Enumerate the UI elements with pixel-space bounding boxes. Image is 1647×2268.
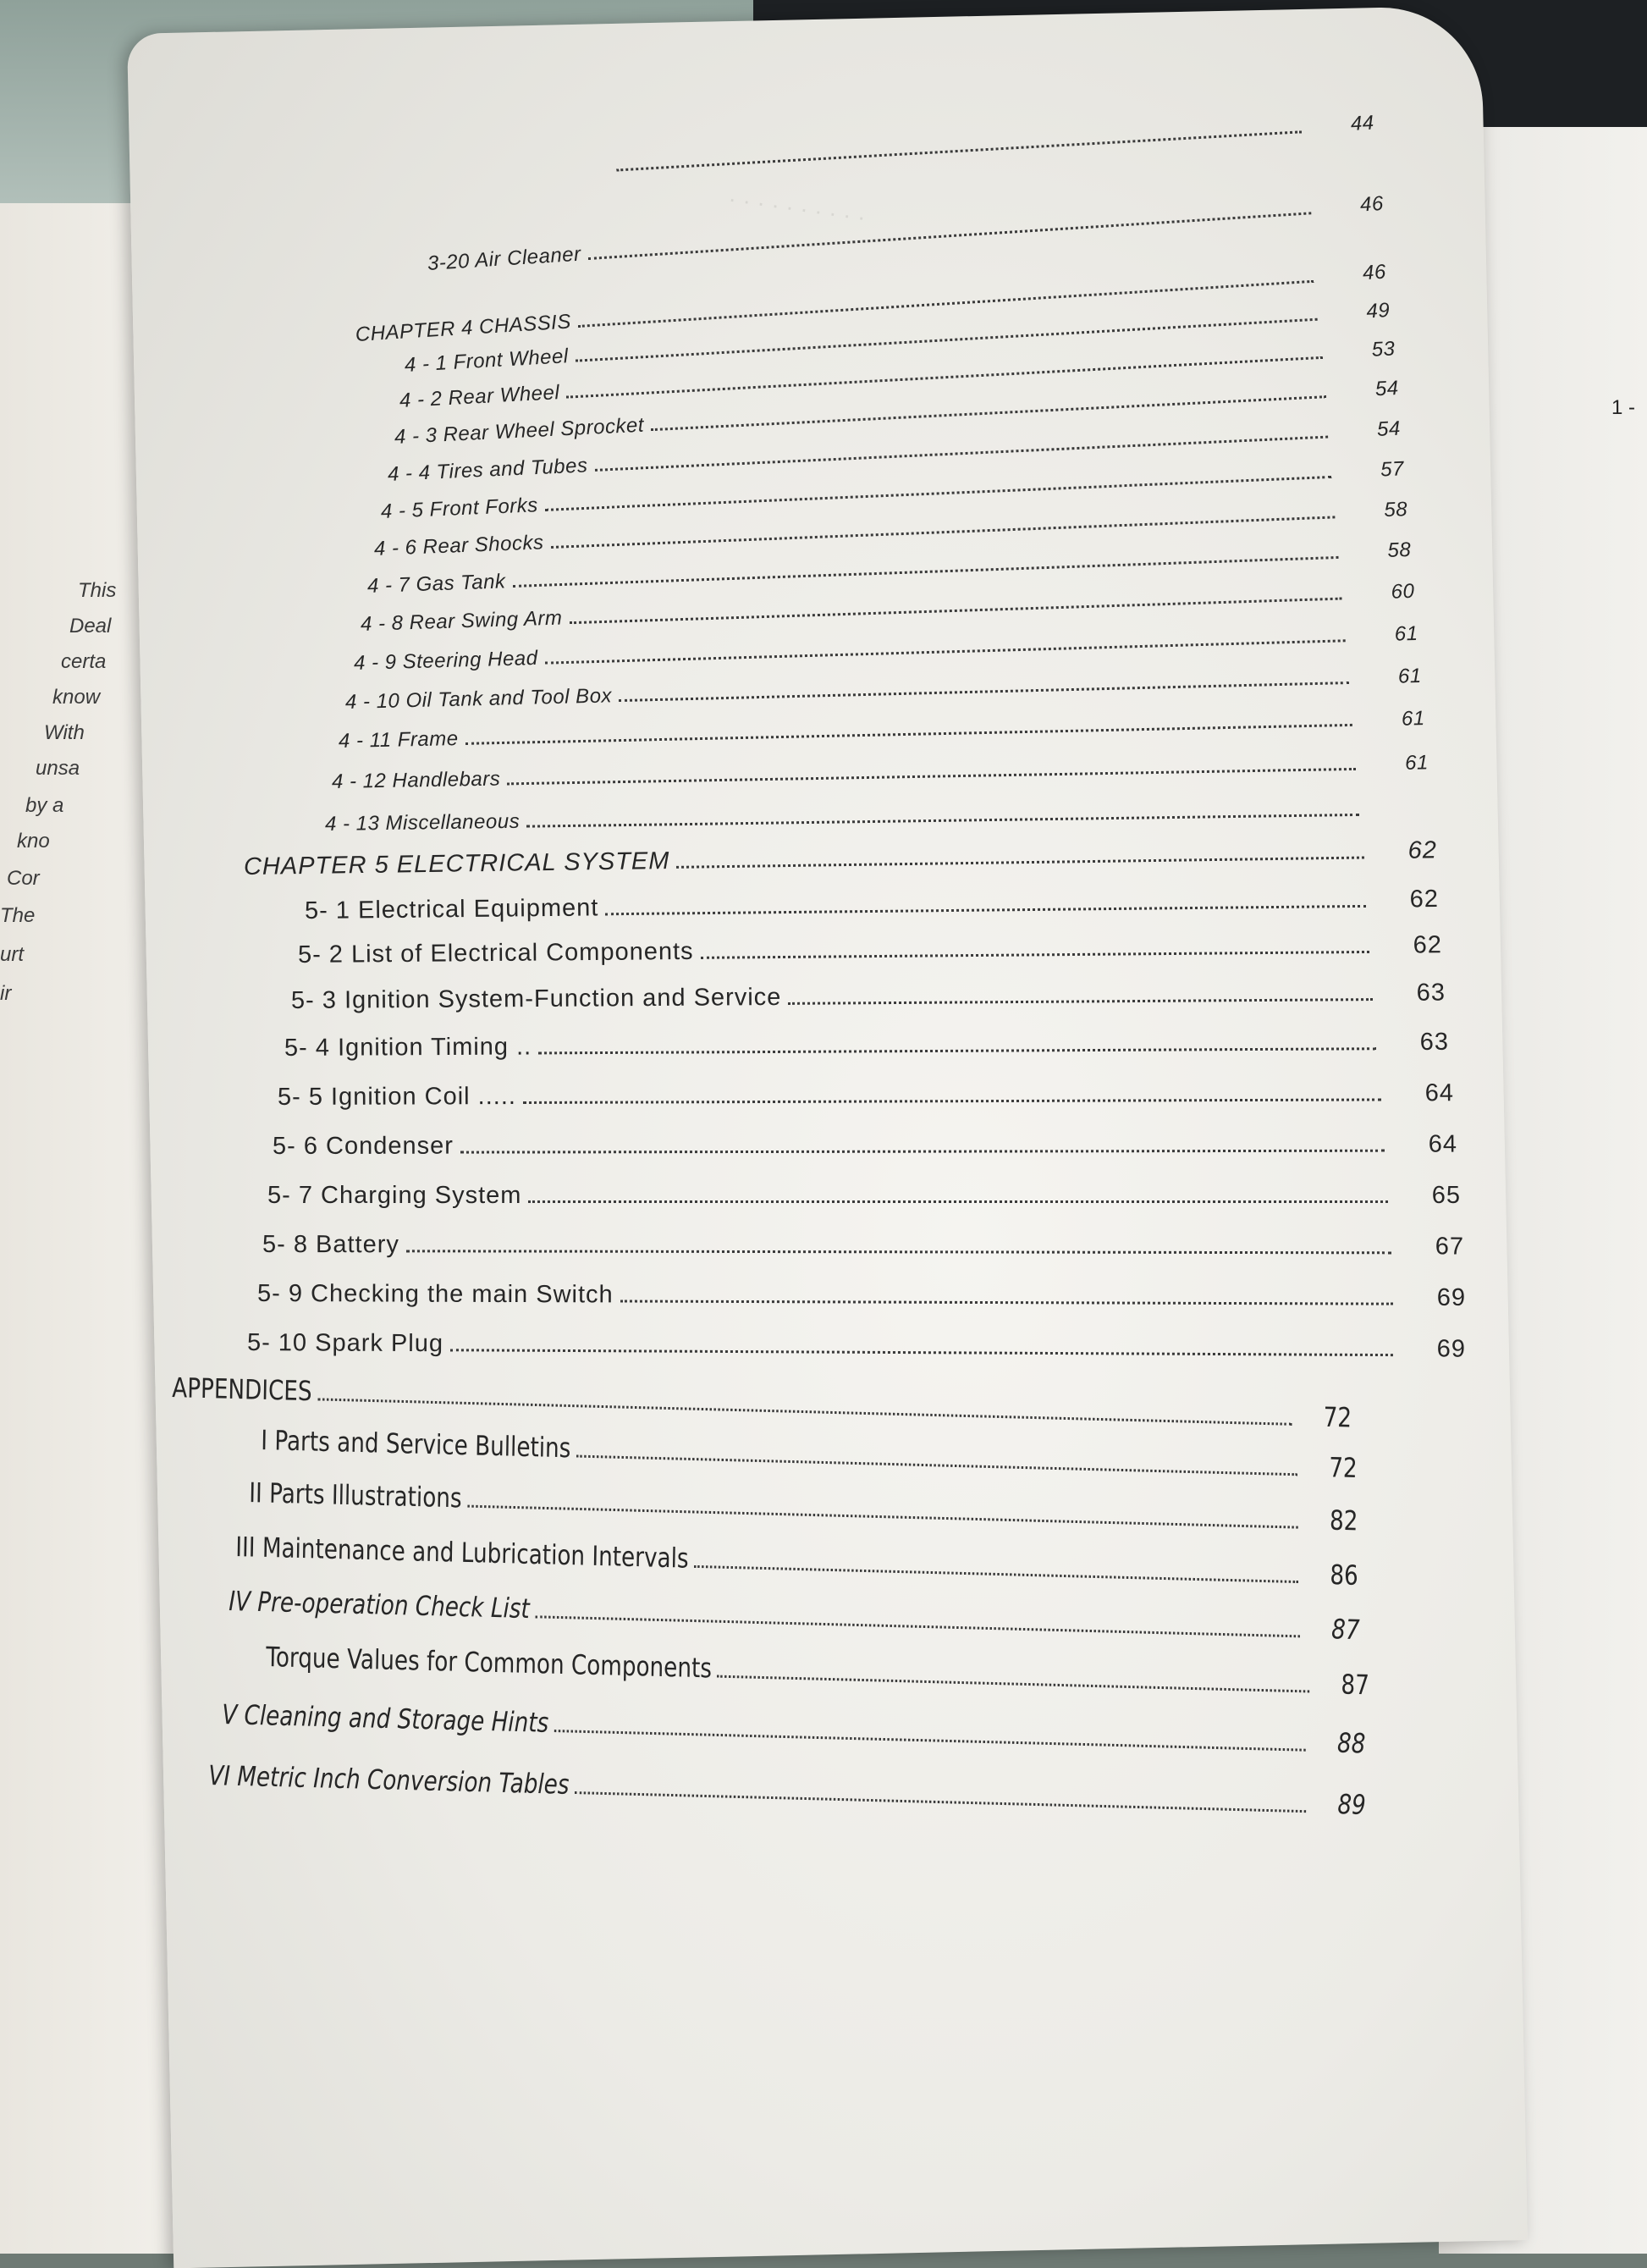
toc-dots bbox=[570, 598, 1342, 625]
toc-dots bbox=[576, 1455, 1297, 1476]
toc-row bbox=[305, 886, 1439, 925]
toc-page-number: 58 bbox=[1335, 498, 1408, 524]
toc-row bbox=[266, 1641, 1369, 1701]
toc-dots bbox=[619, 682, 1349, 702]
left-fragment: urt bbox=[0, 943, 24, 967]
toc-page-number: 49 bbox=[1317, 299, 1391, 327]
toc-page-number: 69 bbox=[1393, 1284, 1466, 1312]
toc-row bbox=[278, 1079, 1454, 1112]
toc-dots bbox=[788, 998, 1373, 1005]
toc-row bbox=[261, 1424, 1358, 1484]
toc-row bbox=[332, 751, 1429, 794]
toc-label: 4 - 11 Frame bbox=[339, 727, 465, 753]
toc-page-number: 58 bbox=[1338, 538, 1412, 565]
toc-label: 4 - 2 Rear Wheel bbox=[399, 381, 567, 413]
toc-label: 5- 6 Condenser bbox=[273, 1133, 460, 1161]
toc-label: 4 - 12 Handlebars bbox=[332, 767, 508, 794]
left-fragment: The bbox=[0, 904, 35, 928]
toc-dots bbox=[528, 1200, 1388, 1203]
toc-page-number: 82 bbox=[1298, 1504, 1358, 1537]
toc-row bbox=[222, 1698, 1366, 1760]
toc-page-number: 67 bbox=[1391, 1233, 1464, 1261]
toc-page-number: 72 bbox=[1297, 1450, 1358, 1484]
toc-row bbox=[257, 1280, 1466, 1312]
toc-label: I Parts and Service Bulletins bbox=[261, 1424, 576, 1465]
toc-page-number: 87 bbox=[1300, 1612, 1360, 1646]
toc-row bbox=[339, 707, 1425, 753]
toc-page-number: 62 bbox=[1369, 931, 1442, 960]
left-fragment: certa bbox=[61, 650, 106, 674]
toc-label: 3-20 Air Cleaner bbox=[427, 242, 588, 276]
toc-page-number: 86 bbox=[1298, 1558, 1358, 1592]
toc-label: CHAPTER 4 CHASSIS bbox=[355, 310, 578, 347]
toc-dots bbox=[538, 1047, 1376, 1054]
right-page-fragment: 1 - bbox=[1611, 396, 1635, 420]
toc-dots bbox=[605, 905, 1366, 915]
toc-page-number: 88 bbox=[1306, 1726, 1366, 1760]
toc-page-number: 61 bbox=[1356, 751, 1429, 775]
toc-dots bbox=[460, 1150, 1385, 1154]
toc-label: 4 - 10 Oil Tank and Tool Box bbox=[345, 684, 620, 715]
toc-label: V Cleaning and Storage Hints bbox=[222, 1698, 554, 1739]
toc-dots bbox=[616, 130, 1302, 171]
toc-label: 5- 1 Electrical Equipment bbox=[305, 894, 606, 925]
toc-row bbox=[262, 1231, 1464, 1261]
toc-page-number: 63 bbox=[1376, 1029, 1449, 1057]
toc-dots bbox=[465, 724, 1352, 745]
toc-dots bbox=[701, 951, 1369, 959]
toc-label: Torque Values for Common Components bbox=[266, 1641, 718, 1685]
toc-label: 5- 9 Checking the main Switch bbox=[257, 1280, 620, 1309]
toc-label: 4 - 13 Miscellaneous bbox=[325, 810, 526, 836]
toc-page-number bbox=[1359, 815, 1432, 816]
toc-row bbox=[345, 665, 1422, 715]
toc-page-number: 89 bbox=[1306, 1787, 1366, 1821]
toc-page-number: 62 bbox=[1366, 886, 1439, 914]
toc-dots bbox=[513, 556, 1339, 588]
toc-row bbox=[247, 1329, 1466, 1364]
toc-dots bbox=[545, 639, 1346, 664]
toc-dots bbox=[317, 1398, 1292, 1425]
toc-page-number: 64 bbox=[1385, 1131, 1457, 1159]
toc-dots bbox=[554, 1730, 1306, 1752]
toc-page-number: 46 bbox=[1313, 261, 1387, 289]
toc-page-number: 61 bbox=[1352, 707, 1425, 732]
toc-label: 5- 8 Battery bbox=[262, 1231, 406, 1259]
toc-dots bbox=[535, 1615, 1300, 1637]
toc-page-number: 54 bbox=[1325, 377, 1399, 404]
toc-row bbox=[427, 192, 1385, 276]
toc-label: III Maintenance and Lubrication Intervals bbox=[235, 1531, 694, 1575]
toc-row bbox=[298, 931, 1442, 969]
toc-dots bbox=[551, 516, 1336, 549]
toc-row bbox=[291, 979, 1446, 1015]
toc-dots bbox=[507, 768, 1356, 785]
toc-dots bbox=[694, 1565, 1298, 1583]
toc-dots bbox=[526, 814, 1359, 828]
toc-page-number: 57 bbox=[1330, 457, 1404, 484]
toc-dots bbox=[717, 1675, 1309, 1693]
toc-label: 4 - 5 Front Forks bbox=[380, 494, 545, 524]
toc-page-number: 69 bbox=[1393, 1335, 1466, 1363]
toc-page-number: 54 bbox=[1327, 417, 1401, 444]
toc-label: 5- 5 Ignition Coil ..... bbox=[278, 1083, 523, 1112]
left-fragment: Cor bbox=[7, 867, 40, 891]
left-fragment: kno bbox=[17, 830, 50, 853]
left-fragment: know bbox=[52, 686, 100, 709]
toc-label: 4 - 3 Rear Wheel Sprocket bbox=[394, 413, 651, 450]
toc-page-number: 62 bbox=[1364, 836, 1437, 865]
toc-row bbox=[229, 1585, 1360, 1646]
toc-label: IV Pre-operation Check List bbox=[229, 1585, 536, 1625]
chapter5-heading bbox=[244, 836, 1437, 881]
toc-row bbox=[284, 1029, 1449, 1062]
toc-page-number: 64 bbox=[1381, 1079, 1454, 1107]
toc-label: 5- 10 Spark Plug bbox=[247, 1329, 450, 1358]
toc-page-number: 87 bbox=[1309, 1668, 1369, 1702]
toc-dots bbox=[677, 857, 1364, 869]
toc-page-number: 46 bbox=[1310, 192, 1385, 220]
toc-row bbox=[249, 1476, 1358, 1537]
toc-dots bbox=[467, 1505, 1298, 1529]
toc-dots bbox=[588, 212, 1312, 260]
toc-row bbox=[235, 1531, 1358, 1592]
show-through-text: · · · · · · · · · · bbox=[727, 185, 868, 231]
toc-page-number: 61 bbox=[1345, 622, 1418, 648]
toc-row bbox=[267, 1182, 1461, 1210]
toc-label: 4 - 1 Front Wheel bbox=[404, 345, 576, 378]
toc-row bbox=[609, 112, 1374, 178]
appendices-heading bbox=[172, 1371, 1352, 1434]
toc-label: 5- 4 Ignition Timing .. bbox=[284, 1033, 538, 1062]
toc-label: II Parts Illustrations bbox=[249, 1476, 467, 1515]
toc-label: 4 - 8 Rear Swing Arm bbox=[361, 606, 570, 637]
left-fragment: Deal bbox=[69, 615, 111, 638]
toc-page-number: 63 bbox=[1373, 979, 1446, 1007]
toc-dots bbox=[406, 1250, 1391, 1254]
toc-label: VI Metric Inch Conversion Tables bbox=[208, 1759, 575, 1801]
toc-label: 5- 3 Ignition System-Function and Service bbox=[291, 984, 789, 1015]
left-fragment: With bbox=[44, 721, 85, 745]
toc-label: 5- 7 Charging System bbox=[267, 1182, 528, 1210]
toc-dots bbox=[523, 1098, 1381, 1104]
toc-page-number: 61 bbox=[1348, 665, 1422, 690]
toc-page-number: 72 bbox=[1292, 1400, 1352, 1434]
toc-page-number: 44 bbox=[1301, 112, 1374, 140]
toc-row bbox=[325, 797, 1432, 836]
toc-label: 4 - 9 Steering Head bbox=[354, 647, 545, 676]
toc-dots bbox=[450, 1349, 1393, 1356]
toc-dots bbox=[620, 1300, 1393, 1305]
toc-row bbox=[273, 1131, 1457, 1161]
toc-label: 4 - 7 Gas Tank bbox=[367, 570, 513, 599]
toc-label: 4 - 4 Tires and Tubes bbox=[387, 454, 595, 487]
left-fragment: ir bbox=[0, 982, 11, 1006]
toc-label: 5- 2 List of Electrical Components bbox=[298, 938, 701, 969]
toc-row bbox=[208, 1759, 1366, 1821]
toc-page-number: 65 bbox=[1388, 1182, 1461, 1210]
toc-label: 4 - 6 Rear Shocks bbox=[373, 531, 551, 561]
toc-label: APPENDICES bbox=[172, 1371, 317, 1407]
left-fragment: This bbox=[78, 579, 116, 603]
left-fragment: by a bbox=[25, 794, 63, 818]
left-fragment: unsa bbox=[36, 757, 80, 781]
toc-page-number: 60 bbox=[1341, 580, 1415, 606]
toc-label: CHAPTER 5 ELECTRICAL SYSTEM bbox=[244, 847, 677, 881]
toc-page-number: 53 bbox=[1322, 337, 1396, 364]
toc-dots bbox=[575, 1791, 1306, 1813]
